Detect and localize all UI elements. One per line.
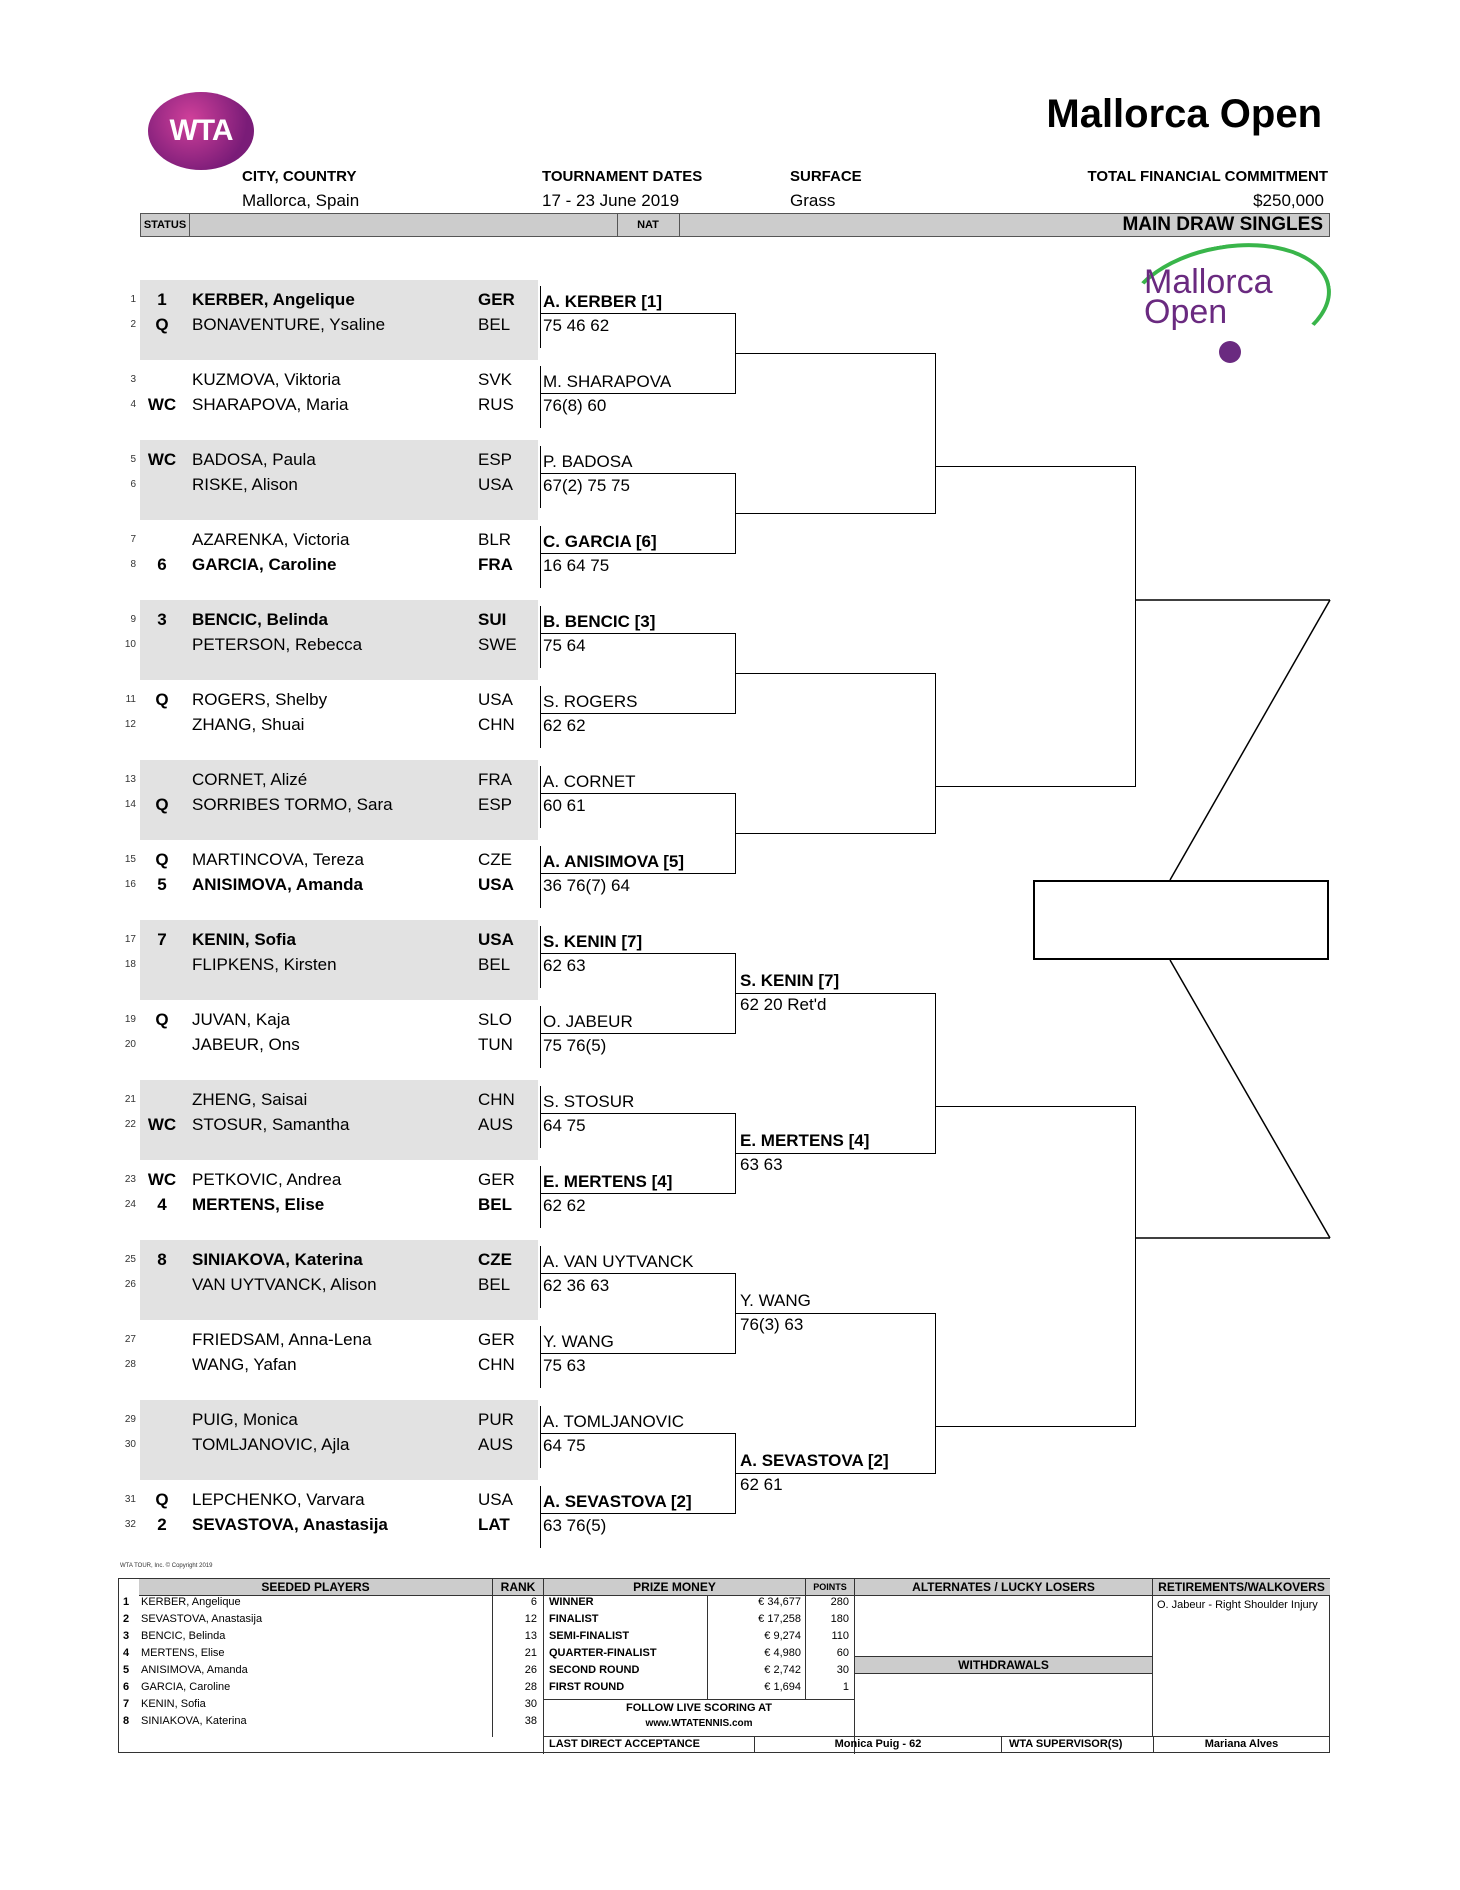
nat-label: NAT (617, 214, 680, 236)
prize-round: SECOND ROUND (549, 1664, 640, 1676)
player-nat: BLR (478, 530, 512, 549)
r1-bracket-left (540, 366, 541, 428)
r1-bracket-left (540, 1246, 541, 1308)
r1-bracket-top (540, 793, 735, 794)
follow-label: FOLLOW LIVE SCORING AT (625, 1702, 773, 1714)
player-name: PUIG, Monica (192, 1410, 298, 1429)
seed-status: 7 (157, 930, 167, 949)
r2-score: 62 62 (543, 716, 586, 735)
player-name: FRIEDSAM, Anna-Lena (192, 1330, 372, 1349)
draw-position: 18 (124, 959, 136, 970)
player-nat: SVK (478, 370, 513, 389)
seed-number: 5 (123, 1664, 130, 1676)
seeded-player-name: GARCIA, Caroline (141, 1681, 231, 1693)
prize-money: € 1,694 (764, 1681, 801, 1693)
seeded-player-name: SEVASTOVA, Anastasija (141, 1613, 263, 1625)
seed-status: 1 (157, 290, 167, 309)
r1-bracket-top (540, 713, 735, 714)
surface-label: SURFACE (790, 168, 862, 185)
player-nat: RUS (478, 395, 514, 414)
player-name: SORRIBES TORMO, Sara (192, 795, 393, 814)
r2-winner: M. SHARAPOVA (543, 372, 672, 391)
dates-label: TOURNAMENT DATES (542, 168, 703, 185)
r2-score: 67(2) 75 75 (543, 476, 630, 495)
retirement-entry: O. Jabeur - Right Shoulder Injury (1157, 1599, 1318, 1611)
points-col-divider (805, 1595, 806, 1699)
player-name: MARTINCOVA, Tereza (192, 850, 364, 869)
draw-position: 10 (124, 639, 136, 650)
r3-line (735, 1473, 935, 1474)
wta-logo-text: WTA (169, 114, 233, 147)
draw-position: 11 (125, 694, 136, 705)
player-name: RISKE, Alison (192, 475, 298, 494)
draw-position: 29 (124, 1414, 136, 1425)
player-name: KUZMOVA, Viktoria (192, 370, 341, 389)
seed-status: 6 (157, 555, 167, 574)
prize-points: 280 (830, 1596, 849, 1608)
draw-position: 5 (130, 454, 136, 465)
seed-divider (492, 1595, 493, 1737)
player-nat: CHN (478, 1090, 515, 1109)
final-bracket-line (1170, 600, 1330, 880)
r3-winner: S. KENIN [7] (740, 971, 840, 990)
lda-label: LAST DIRECT ACCEPTANCE (549, 1738, 700, 1750)
r1-bracket-top (540, 473, 735, 474)
alternates-header: ALTERNATES / LUCKY LOSERS (855, 1579, 1153, 1596)
logo-text-line1: Mallorca (1144, 263, 1273, 301)
player-name: ANISIMOVA, Amanda (192, 875, 363, 894)
r2-winner: B. BENCIC [3] (543, 612, 656, 631)
prize-points: 180 (830, 1613, 849, 1625)
sf-line (935, 1426, 1135, 1427)
r3-winner: A. SEVASTOVA [2] (740, 1451, 889, 1470)
player-nat: GER (478, 1170, 515, 1189)
r3-line-empty (735, 513, 935, 514)
r2-winner: C. GARCIA [6] (543, 532, 657, 551)
player-name: SEVASTOVA, Anastasija (192, 1515, 388, 1534)
r3-line-empty (735, 673, 935, 674)
prize-header: PRIZE MONEY (544, 1579, 806, 1596)
draw-position: 24 (124, 1199, 136, 1210)
follow-box (544, 1699, 854, 1736)
r1-bracket-left (540, 766, 541, 828)
draw-position: 31 (124, 1494, 136, 1505)
seed-number: 7 (123, 1698, 130, 1710)
seed-status: Q (155, 1010, 169, 1029)
seed-status: Q (155, 850, 169, 869)
r2-winner: S. STOSUR (543, 1092, 635, 1111)
ret-divider (1152, 1579, 1153, 1737)
player-name: MERTENS, Elise (192, 1195, 325, 1214)
player-nat: SWE (478, 635, 517, 654)
draw-position: 22 (124, 1119, 136, 1130)
player-nat: BEL (478, 315, 511, 334)
r3-score: 76(3) 63 (740, 1315, 804, 1334)
player-nat: SLO (478, 1010, 513, 1029)
qf-connector (935, 993, 936, 1154)
player-nat: PUR (478, 1410, 514, 1429)
r1-bracket-left (540, 606, 541, 668)
prize-money: € 9,274 (764, 1630, 801, 1642)
r2-winner: A. CORNET (543, 772, 636, 791)
rank-header: RANK (493, 1579, 544, 1596)
prize-points: 60 (836, 1647, 849, 1659)
r2-score: 36 76(7) 64 (543, 876, 630, 895)
supervisor-value: Mariana Alves (1153, 1736, 1330, 1753)
draw-position: 6 (130, 479, 136, 490)
player-name: BENCIC, Belinda (192, 610, 329, 629)
draw-position: 3 (130, 374, 136, 385)
draw-type-label: MAIN DRAW SINGLES (1122, 214, 1323, 235)
player-name: FLIPKENS, Kirsten (192, 955, 337, 974)
r2-score: 62 62 (543, 1196, 586, 1215)
r2-score: 62 36 63 (543, 1276, 610, 1295)
seeded-player-name: MERTENS, Elise (141, 1647, 225, 1659)
commitment-value: $250,000 (1253, 191, 1324, 210)
footer-panel (118, 1578, 1330, 1753)
wta-logo (148, 92, 254, 170)
sf-line (935, 1106, 1135, 1107)
seeded-player-name: BENCIC, Belinda (141, 1630, 226, 1642)
seeded-rank: 30 (524, 1698, 537, 1710)
draw-position: 1 (130, 294, 136, 305)
player-name: ZHENG, Saisai (192, 1090, 308, 1109)
player-nat: USA (478, 690, 513, 709)
prize-round: FINALIST (549, 1613, 599, 1625)
draw-position: 16 (124, 879, 136, 890)
draw-position: 28 (124, 1359, 136, 1370)
seeded-rank: 6 (530, 1596, 537, 1608)
r1-bracket-top (540, 1433, 735, 1434)
surface-value: Grass (790, 191, 836, 210)
r1-bracket-top (540, 1113, 735, 1114)
r2-score: 75 63 (543, 1356, 586, 1375)
player-name: KERBER, Angelique (192, 290, 355, 309)
player-name: STOSUR, Samantha (192, 1115, 350, 1134)
r1-bracket-left (540, 446, 541, 508)
player-nat: USA (478, 930, 514, 949)
draw-position: 15 (124, 854, 136, 865)
player-nat: FRA (478, 555, 513, 574)
draw-position: 14 (124, 799, 136, 810)
qf-connector (935, 353, 936, 514)
r2-score: 76(8) 60 (543, 396, 607, 415)
r2-winner: A. KERBER [1] (543, 292, 663, 311)
seed-status: 8 (157, 1250, 167, 1269)
seeded-rank: 12 (524, 1613, 537, 1625)
r2-winner: O. JABEUR (543, 1012, 633, 1031)
prize-money: € 2,742 (764, 1664, 801, 1676)
player-nat: AUS (478, 1115, 513, 1134)
r1-bracket-left (540, 526, 541, 588)
seed-number: 4 (123, 1647, 130, 1659)
status-label: STATUS (141, 214, 190, 236)
retirements-header: RETIREMENTS/WALKOVERS (1153, 1579, 1330, 1596)
draw-position: 12 (124, 719, 136, 730)
prize-points: 30 (836, 1664, 849, 1676)
r2-winner: S. KENIN [7] (543, 932, 643, 951)
follow-url[interactable]: www.WTATENNIS.com (645, 1718, 753, 1729)
r2-winner: A. SEVASTOVA [2] (543, 1492, 692, 1511)
seed-status: Q (155, 795, 169, 814)
player-nat: CZE (478, 850, 512, 869)
seed-status: WC (147, 1170, 177, 1189)
seed-number: 6 (123, 1681, 130, 1693)
seeded-rank: 28 (524, 1681, 537, 1693)
name-column-header (189, 214, 618, 236)
r1-bracket-top (540, 393, 735, 394)
r2-score: 75 64 (543, 636, 586, 655)
prize-points: 110 (831, 1630, 849, 1642)
player-nat: USA (478, 1490, 513, 1509)
seeded-rank: 13 (524, 1630, 537, 1642)
city-label: CITY, COUNTRY (242, 168, 357, 185)
draw-position: 32 (124, 1519, 136, 1530)
r1-bracket-top (540, 553, 735, 554)
player-nat: LAT (478, 1515, 510, 1534)
player-name: CORNET, Alizé (192, 770, 308, 789)
r1-bracket-left (540, 926, 541, 988)
qf-connector (935, 673, 936, 834)
player-name: TOMLJANOVIC, Ajla (192, 1435, 350, 1454)
player-nat: BEL (478, 1195, 512, 1214)
player-nat: FRA (478, 770, 512, 789)
prize-round: WINNER (549, 1596, 594, 1608)
r2-winner: P. BADOSA (543, 452, 633, 471)
r1-bracket-left (540, 686, 541, 748)
r1-bracket-top (540, 313, 735, 314)
r2-score: 63 76(5) (543, 1516, 607, 1535)
player-nat: USA (478, 875, 514, 894)
r2-winner: A. ANISIMOVA [5] (543, 852, 685, 871)
seed-status: Q (155, 315, 169, 334)
seeded-rank: 21 (524, 1647, 537, 1659)
tournament-title: Mallorca Open (1046, 92, 1322, 136)
r1-bracket-left (540, 1486, 541, 1548)
player-nat: CHN (478, 1355, 515, 1374)
final-lines (1130, 590, 1340, 1250)
player-name: AZARENKA, Victoria (192, 530, 350, 549)
r1-bracket-left (540, 286, 541, 348)
tennis-ball-icon (1219, 341, 1241, 363)
sf-line (935, 786, 1135, 787)
draw-position: 17 (124, 934, 136, 945)
supervisor-label: WTA SUPERVISOR(S) (1009, 1738, 1123, 1750)
copyright: WTA TOUR, Inc. © Copyright 2019 (120, 1563, 213, 1569)
player-name: LEPCHENKO, Varvara (192, 1490, 365, 1509)
sf-line (935, 466, 1135, 467)
r1-bracket-left (540, 846, 541, 908)
r2-score: 62 63 (543, 956, 586, 975)
r3-score: 63 63 (740, 1155, 783, 1174)
prize-round: QUARTER-FINALIST (549, 1647, 657, 1659)
mallorca-open-logo (1124, 245, 1324, 365)
seed-status: 3 (157, 610, 167, 629)
city-value: Mallorca, Spain (242, 191, 360, 210)
player-name: JABEUR, Ons (192, 1035, 300, 1054)
player-nat: BEL (478, 955, 511, 974)
r1-bracket-top (540, 1193, 735, 1194)
seeded-player-name: ANISIMOVA, Amanda (141, 1664, 248, 1676)
player-name: GARCIA, Caroline (192, 555, 337, 574)
draw-position: 13 (124, 774, 136, 785)
player-name: VAN UYTVANCK, Alison (192, 1275, 377, 1294)
r2-winner: A. VAN UYTVANCK (543, 1252, 694, 1271)
draw-position: 26 (124, 1279, 136, 1290)
draw-position: 21 (124, 1094, 136, 1105)
r1-bracket-top (540, 1273, 735, 1274)
r3-line-empty (735, 353, 935, 354)
logo-text-line2: Open (1144, 293, 1228, 331)
player-name: BADOSA, Paula (192, 450, 316, 469)
prize-round: SEMI-FINALIST (549, 1630, 630, 1642)
r1-bracket-top (540, 953, 735, 954)
player-name: BONAVENTURE, Ysaline (192, 315, 386, 334)
draw-position: 8 (130, 559, 136, 570)
r2-score: 64 75 (543, 1436, 586, 1455)
r3-winner: Y. WANG (740, 1291, 811, 1310)
qf-connector (935, 1313, 936, 1474)
r2-winner: E. MERTENS [4] (543, 1172, 673, 1191)
seed-status: 5 (157, 875, 167, 894)
seed-status: WC (147, 395, 177, 414)
r3-line (735, 993, 935, 994)
player-name: JUVAN, Kaja (192, 1010, 290, 1029)
player-name: PETERSON, Rebecca (192, 635, 363, 654)
dates-value: 17 - 23 June 2019 (542, 191, 680, 210)
r1-bracket-top (540, 1353, 735, 1354)
draw-position: 23 (124, 1174, 136, 1185)
r3-line (735, 1153, 935, 1154)
seed-status: WC (147, 1115, 177, 1134)
seeded-player-name: KENIN, Sofia (141, 1698, 206, 1710)
seed-number: 2 (123, 1613, 130, 1625)
prize-points: 1 (842, 1681, 849, 1693)
r2-score: 16 64 75 (543, 556, 610, 575)
seed-status: 2 (157, 1515, 167, 1534)
player-name: SINIAKOVA, Katerina (192, 1250, 363, 1269)
seed-status: Q (155, 690, 169, 709)
r1-bracket-top (540, 1513, 735, 1514)
r1-bracket-top (540, 873, 735, 874)
player-nat: GER (478, 290, 515, 309)
draw-position: 19 (124, 1014, 136, 1025)
prize-col-divider (707, 1595, 708, 1699)
player-nat: CZE (478, 1250, 512, 1269)
player-name: ROGERS, Shelby (192, 690, 328, 709)
prize-round: FIRST ROUND (549, 1681, 625, 1693)
player-name: WANG, Yafan (192, 1355, 297, 1374)
r2-score: 75 76(5) (543, 1036, 607, 1055)
r3-score: 62 20 Ret'd (740, 995, 827, 1014)
r1-bracket-left (540, 1166, 541, 1228)
draw-position: 2 (130, 319, 136, 330)
player-nat: BEL (478, 1275, 511, 1294)
player-nat: CHN (478, 715, 515, 734)
draw-position: 27 (124, 1334, 136, 1345)
r1-bracket-left (540, 1406, 541, 1468)
draw-position: 30 (124, 1439, 136, 1450)
r1-bracket-left (540, 1006, 541, 1068)
player-nat: ESP (478, 450, 513, 469)
r3-winner: E. MERTENS [4] (740, 1131, 870, 1150)
commitment-label: TOTAL FINANCIAL COMMITMENT (1087, 168, 1328, 185)
prize-money: € 17,258 (758, 1613, 801, 1625)
seed-number: 3 (123, 1630, 130, 1642)
player-nat: GER (478, 1330, 515, 1349)
player-nat: ESP (478, 795, 513, 814)
points-header: POINTS (806, 1579, 855, 1596)
player-nat: TUN (478, 1035, 513, 1054)
seed-number: 8 (123, 1715, 130, 1727)
r3-line (735, 1313, 935, 1314)
seed-status: WC (147, 450, 177, 469)
seed-status: 4 (157, 1195, 167, 1214)
r2-winner: Y. WANG (543, 1332, 614, 1351)
draw-position: 4 (130, 399, 136, 410)
r2-score: 64 75 (543, 1116, 586, 1135)
player-name: ZHANG, Shuai (192, 715, 305, 734)
r1-bracket-top (540, 633, 735, 634)
r1-bracket-left (540, 1086, 541, 1148)
r3-score: 62 61 (740, 1475, 783, 1494)
player-nat: SUI (478, 610, 507, 629)
r2-winner: A. TOMLJANOVIC (543, 1412, 685, 1431)
seed-number: 1 (123, 1596, 130, 1608)
seeded-rank: 38 (524, 1715, 537, 1727)
draw-position: 20 (124, 1039, 136, 1050)
draw-position: 9 (130, 614, 136, 625)
prize-money: € 4,980 (764, 1647, 801, 1659)
player-name: KENIN, Sofia (192, 930, 296, 949)
withdrawals-header: WITHDRAWALS (855, 1656, 1153, 1674)
draw-position: 25 (124, 1254, 136, 1265)
draw-position: 7 (130, 534, 136, 545)
player-name: PETKOVIC, Andrea (192, 1170, 342, 1189)
r2-score: 60 61 (543, 796, 586, 815)
final-bracket-line (1170, 960, 1330, 1238)
seeded-header: SEEDED PLAYERS (139, 1579, 493, 1596)
draw-header-bar (140, 213, 1330, 237)
prize-money: € 34,677 (758, 1596, 801, 1608)
r1-bracket-top (540, 1033, 735, 1034)
lda-value: Monica Puig - 62 (754, 1736, 1002, 1753)
seeded-player-name: KERBER, Angelique (141, 1596, 241, 1608)
r1-bracket-left (540, 1326, 541, 1388)
seeded-rank: 26 (524, 1664, 537, 1676)
seed-status: Q (155, 1490, 169, 1509)
seeded-player-name: SINIAKOVA, Katerina (141, 1715, 247, 1727)
logo-text (1144, 263, 1273, 331)
player-nat: AUS (478, 1435, 513, 1454)
r2-score: 75 46 62 (543, 316, 610, 335)
player-name: SHARAPOVA, Maria (192, 395, 349, 414)
r3-line-empty (735, 833, 935, 834)
r2-winner: S. ROGERS (543, 692, 638, 711)
player-nat: USA (478, 475, 513, 494)
